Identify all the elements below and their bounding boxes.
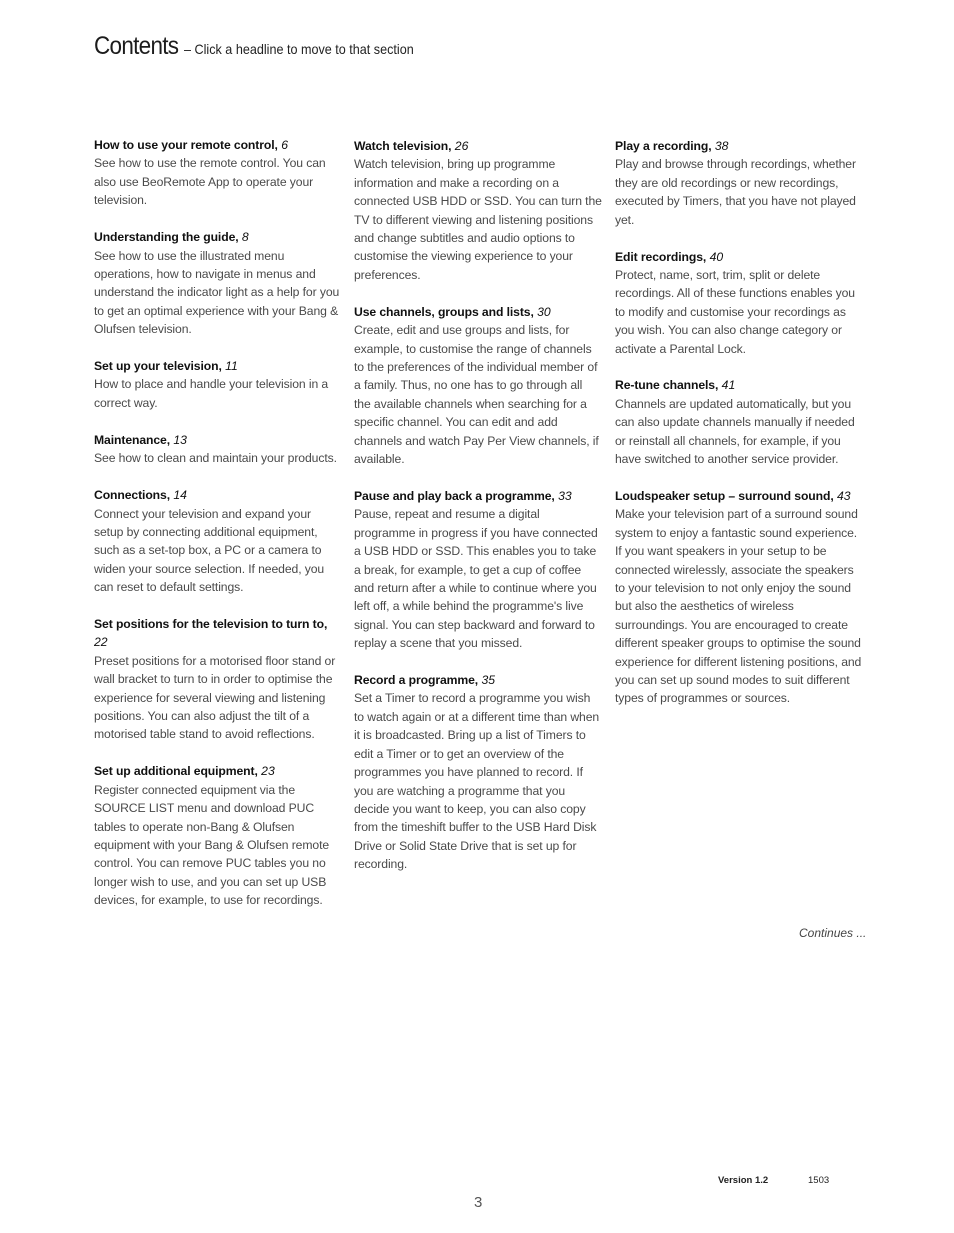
contents-column-3 [615,137,863,726]
section-description: Pause, repeat and resume a digital programme in progress if you have connected a USB HDD or SSD. This enables you to take a break, for example, to get a cup of coffee and return after a while to continue where you left off, a while behind the programme's live signal. You can step backward and forward to replay a scene that you missed. [354,507,598,651]
section-headline-link[interactable] [94,357,342,375]
section-headline-link[interactable] [354,137,602,155]
contents-section [615,487,863,708]
page-subtitle: – Click a headline to move to that section [184,41,414,57]
section-headline-link[interactable] [354,671,602,689]
section-headline [94,357,342,375]
section-headline [94,615,342,652]
section-description: Protect, name, sort, trim, split or delete recordings. All of these functions enables you to modify and customise your recordings as you wish. You can also change category or activate a Parental Lock. [615,267,855,356]
document-number: 1503 [808,1175,830,1186]
section-description: Set a Timer to record a programme you wish to watch again or at a different time than when it is broadcasted. Bring up a list of Timers to edit a Timer or to get an overview of the programmes you have planned to record. If you are watching a programme that you decide you want to keep, you can also copy from the timeshift buffer to the USB Hard Disk Drive or Solid State Drive that is set up for recording. [354,691,600,872]
section-headline-link[interactable] [354,303,602,321]
contents-section [94,357,342,412]
contents-section [615,376,863,468]
section-headline [354,487,602,505]
section-headline [615,487,863,505]
contents-section [354,671,602,873]
section-headline-link[interactable] [94,431,342,449]
section-headline [615,137,863,155]
section-headline-link[interactable] [615,248,863,266]
page-header [94,32,439,61]
section-headline [94,136,342,154]
section-headline [354,671,602,689]
contents-section [354,303,602,469]
section-page-number: 8 [241,230,249,245]
section-description: Make your television part of a surround sound system to enjoy a fantastic sound experience. If you want speakers in your setup to be connected wirelessly, associate the speakers to your television to not only enjoy the sound but also the aesthetics of wireless surroundings. You are encouraged to create different speaker groups to optimise the sound experience for different listening positions, and you can set up sound modes to suit different types of programmes or sources. [615,507,862,706]
section-headline-link[interactable] [94,615,342,652]
section-headline [354,137,602,155]
section-page-number: 11 [225,359,238,374]
section-title: Pause and play back a programme, [354,488,555,503]
section-headline [94,431,342,449]
continues-note: Continues ... [799,926,867,940]
section-headline-link[interactable] [94,136,342,154]
section-page-number: 13 [173,432,187,447]
contents-section [615,137,863,229]
section-headline [94,486,342,504]
section-title: Loudspeaker setup – surround sound, [615,489,834,503]
section-page-number: 22 [94,635,108,650]
contents-section [354,487,602,653]
section-description: Preset positions for a motorised floor stand or wall bracket to turn to in order to optimise the experience for several viewing and listening positions. You can also adjust the tilt of a motorised table stand to avoid reflections. [94,653,336,742]
section-description: See how to use the remote control. You can also use BeoRemote App to operate your television. [94,156,326,208]
section-headline-link[interactable] [615,376,863,394]
section-title: How to use your remote control, [94,138,278,152]
contents-column-2 [354,137,602,892]
section-title: Maintenance, [94,432,171,447]
section-description: Connect your television and expand your setup by connecting additional equipment, such as a set-top box, a PC or a camera to widen your source selection. If needed, you can reset to default settings. [94,506,325,595]
section-title: Understanding the guide, [94,230,239,245]
section-page-number: 30 [537,304,551,319]
section-title: Play a recording, [615,139,712,153]
contents-section [615,248,863,358]
section-title: Re-tune channels, [615,378,719,393]
section-headline-link[interactable] [94,486,342,504]
section-headline [615,248,863,266]
section-page-number: 33 [558,488,572,503]
section-description: Create, edit and use groups and lists, for example, to customise the range of channels to the preferences of the individual member of a family. Thus, no one has to go through all the available channels when searching for a specific channel. You can edit and add channels and watch Pay Per View channels, if available. [354,323,599,466]
section-description: See how to clean and maintain your products. [94,451,337,466]
section-headline [615,376,863,394]
section-page-number: 40 [709,249,724,264]
section-title: Connections, [94,488,170,503]
section-title: Set positions for the television to turn to, [94,617,328,632]
section-description: See how to use the illustrated menu operations, how to navigate in menus and understand the indicator light as a help for you to get an optimal experience with your Bang & Olufsen television. [94,248,340,337]
section-headline-link[interactable] [354,487,602,505]
section-page-number: 35 [481,673,496,688]
section-description: Play and browse through recordings, whether they are old recordings or new recordings, executed by Timers, that you have not played yet. [615,157,856,227]
section-description: Watch television, bring up programme information and make a recording on a connected USB HDD or SSD. You can turn the TV to different viewing and listening positions and change subtitles and audio options to customise the viewing experience to your preferences. [354,157,602,282]
section-page-number: 26 [454,139,469,153]
contents-section [94,615,342,744]
section-headline-link[interactable] [94,762,342,780]
section-page-number: 41 [721,378,736,393]
section-title: Edit recordings, [615,249,707,264]
section-page-number: 14 [173,488,187,503]
section-title: Watch television, [354,139,452,153]
section-page-number: 38 [714,139,729,153]
page-title: Contents [94,32,179,60]
section-description: Register connected equipment via the SOURCE LIST menu and download PUC tables to operate non-Bang & Olufsen equipment with your Bang & Olufsen remote control. You can remove PUC tables you no longer wish to use, and you can set up USB devices, for example, to use for recordings. [94,782,330,908]
section-page-number: 23 [261,764,275,779]
page-number: 3 [474,1194,483,1211]
section-headline-link[interactable] [615,137,863,155]
section-headline [94,228,342,246]
section-title: Use channels, groups and lists, [354,304,534,319]
section-title: Set up your television, [94,359,222,374]
section-page-number: 6 [281,138,288,152]
section-headline [94,762,342,780]
contents-section [354,137,602,284]
section-page-number: 43 [837,489,851,503]
contents-column-1 [94,136,342,928]
contents-section [94,762,342,909]
section-title: Set up additional equipment, [94,764,258,779]
contents-section [94,228,342,338]
section-headline-link[interactable] [615,487,863,505]
section-description: Channels are updated automatically, but you can also update channels manually if needed or reinstall all channels, for example, if you have switched to another service provider. [615,396,855,467]
contents-section [94,486,342,596]
section-headline-link[interactable] [94,228,342,246]
section-description: How to place and handle your television in a correct way. [94,377,329,410]
section-headline [354,303,602,321]
version-label: Version 1.2 [718,1175,769,1186]
section-title: Record a programme, [354,673,479,688]
contents-section [94,136,342,210]
contents-section [94,431,342,468]
